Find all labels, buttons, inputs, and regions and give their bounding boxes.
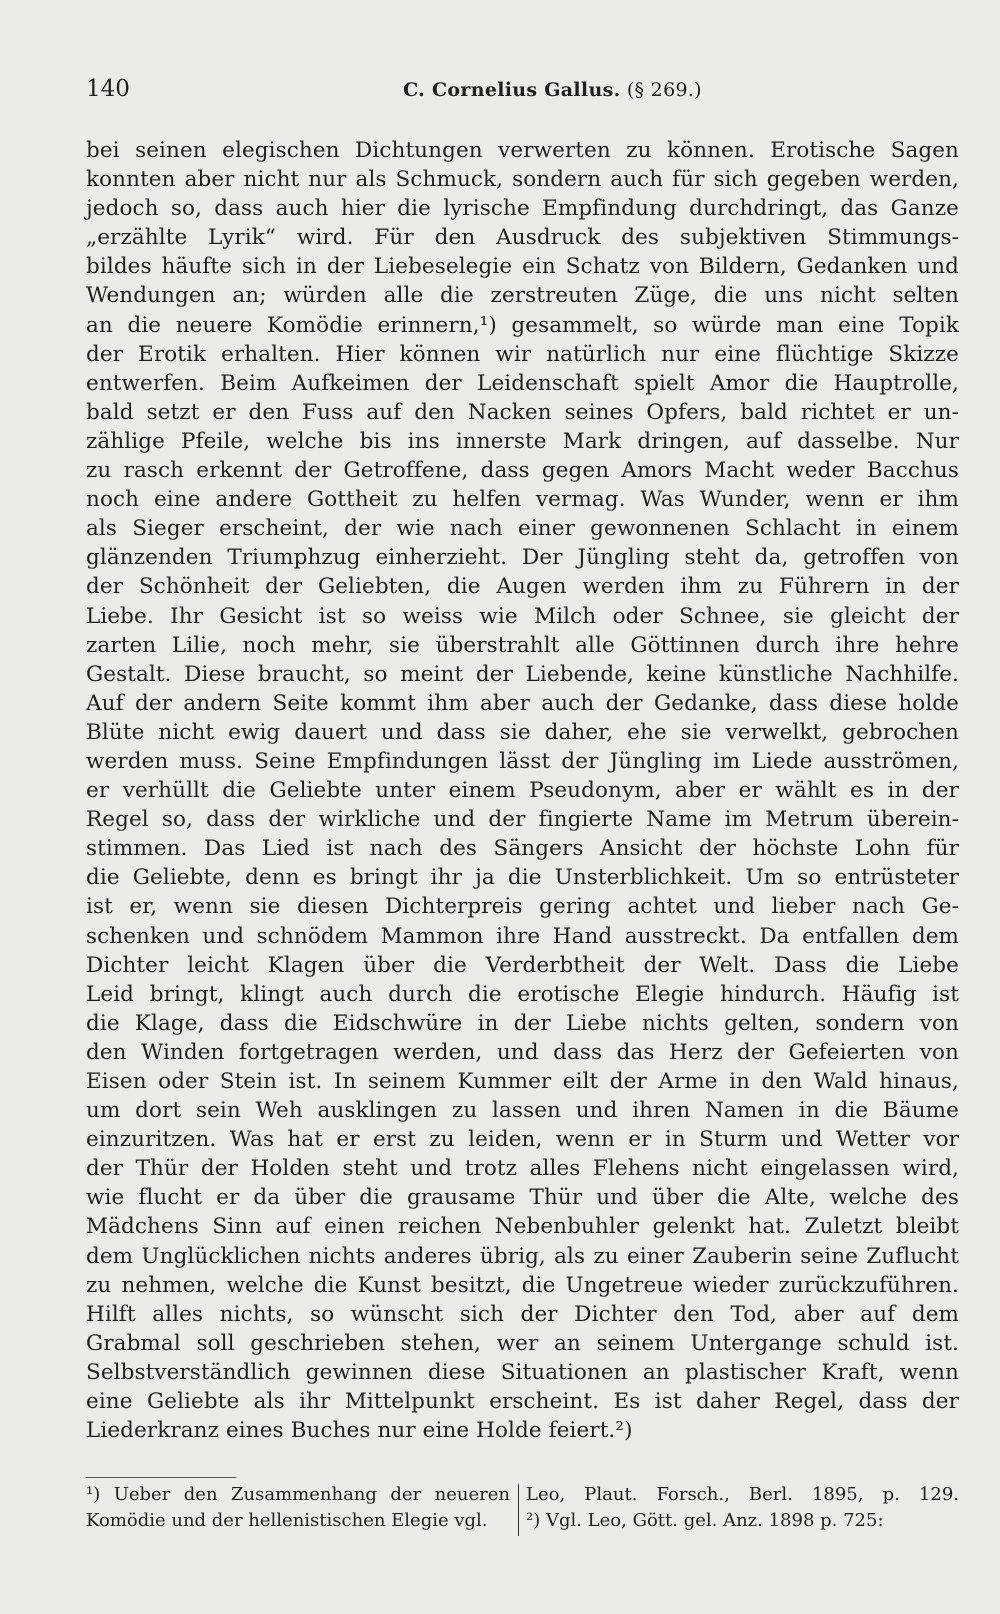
text-line: schenken und schnödem Mammon ihre Hand ausstreckt. Da entfallen dem (86, 923, 959, 949)
text-line: einzuritzen. Was hat er erst zu leiden, wenn er in Sturm und Wetter vor (86, 1127, 959, 1153)
text-line: werden muss. Seine Empfindungen lässt der Jüngling im Liede ausströmen, (86, 748, 959, 774)
text-line: eine Geliebte als ihr Mittelpunkt erscheint. Es ist daher Regel, dass der (86, 1389, 959, 1415)
footnotes (86, 1482, 959, 1542)
running-head-section: (§ 269.) (626, 79, 702, 101)
text-line: Eisen oder Stein ist. In seinem Kummer eilt der Arme in den Wald hinaus, (86, 1069, 959, 1094)
text-line: bald setzt er den Fuss auf den Nacken seines Opfers, bald richtet er un- (86, 399, 959, 425)
text-line: um dort sein Weh ausklingen zu lassen und ihren Namen in die Bäume (86, 1098, 959, 1124)
text-line: dem Unglücklichen nichts anderes übrig, als zu einer Zauberin seine Zuflucht (86, 1243, 959, 1269)
footnote-column-left (86, 1482, 510, 1534)
text-line: noch eine andere Gottheit zu helfen vermag. Was Wunder, wenn er ihm (86, 487, 959, 513)
text-line: Leid bringt, klingt auch durch die erotische Elegie hindurch. Häufig ist (86, 981, 959, 1007)
text-line: jedoch so, dass auch hier die lyrische Empfindung durchdringt, das Ganze (86, 196, 959, 222)
text-line: die Geliebte, denn es bringt ihr ja die Unsterblichkeit. Um so entrüsteter (86, 865, 959, 891)
text-line: die Klage, dass die Eidschwüre in der Liebe nichts gelten, sondern von (86, 1010, 959, 1036)
text-line: zu rasch erkennt der Getroffene, dass gegen Amors Macht weder Bacchus (86, 458, 959, 484)
text-line: zählige Pfeile, welche bis ins innerste Mark dringen, auf dasselbe. Nur (86, 428, 959, 454)
text-line: Blüte nicht ewig dauert und dass sie daher, ehe sie verwelkt, gebrochen (86, 719, 959, 745)
text-line: konnten aber nicht nur als Schmuck, sondern auch für sich gegeben werden, (86, 167, 959, 193)
body-text (86, 136, 959, 1445)
text-line: als Sieger erscheint, der wie nach einer gewonnenen Schlacht in einem (86, 516, 959, 542)
text-line: „erzählte Lyrik“ wird. Für den Ausdruck des subjektiven Stimmungs- (86, 225, 959, 251)
text-line: Grabmal soll geschrieben stehen, wer an seinem Untergange schuld ist. (86, 1330, 959, 1356)
text-line: wie flucht er da über die grausame Thür und über die Alte, welche des (86, 1185, 959, 1211)
text-line: Liederkranz eines Buches nur eine Holde feiert.²) (86, 1418, 633, 1444)
text-line: stimmen. Das Lied ist nach des Sängers Ansicht der höchste Lohn für (86, 836, 959, 862)
footnote-line: ¹) Ueber den Zusammenhang der neueren (86, 1484, 510, 1505)
text-line: Liebe. Ihr Gesicht ist so weiss wie Milch oder Schnee, sie gleicht der (86, 603, 959, 629)
page-header (86, 76, 959, 106)
text-line: Mädchens Sinn auf einen reichen Nebenbuhler gelenkt hat. Zuletzt bleibt (86, 1214, 959, 1240)
text-line: an die neuere Komödie erinnern,¹) gesammelt, so würde man eine Topik (86, 312, 959, 338)
running-head-author: C. Cornelius Gallus. (403, 79, 621, 101)
text-line: Auf der andern Seite kommt ihm aber auch der Gedanke, dass diese holde (86, 690, 959, 716)
text-line: ist er, wenn sie diesen Dichterpreis gering achtet und lieber nach Ge- (86, 894, 959, 920)
text-line: Selbstverständlich gewinnen diese Situationen an plastischer Kraft, wenn (86, 1359, 959, 1385)
running-head (86, 79, 959, 101)
text-line: der Schönheit der Geliebten, die Augen werden ihm zu Führern in der (86, 574, 959, 600)
footnote-line: Leo, Plaut. Forsch., Berl. 1895, p. 129. (526, 1484, 959, 1505)
text-line: bildes häufte sich in der Liebeselegie ein Schatz von Bildern, Gedanken und (86, 254, 959, 280)
footnote-line: Komödie und der hellenistischen Elegie vgl. (86, 1510, 488, 1531)
page-number: 140 (86, 76, 130, 102)
text-line: Gestalt. Diese braucht, so meint der Liebende, keine künstliche Nachhilfe. (86, 661, 959, 687)
text-line: entwerfen. Beim Aufkeimen der Leidenschaft spielt Amor die Hauptrolle, (86, 370, 959, 396)
text-line: Regel so, dass der wirkliche und der fingierte Name im Metrum überein- (86, 807, 959, 833)
text-line: zu nehmen, welche die Kunst besitzt, die Ungetreue wieder zurückzuführen. (86, 1272, 959, 1298)
footnote-line: ²) Vgl. Leo, Gött. gel. Anz. 1898 p. 725: (526, 1510, 884, 1531)
text-line: glänzenden Triumphzug einherzieht. Der Jüngling steht da, getroffen von (86, 545, 959, 571)
text-line: Dichter leicht Klagen über die Verderbtheit der Welt. Dass die Liebe (86, 952, 959, 978)
text-line: er verhüllt die Geliebte unter einem Pseudonym, aber er wählt es in der (86, 778, 959, 804)
text-line: der Erotik erhalten. Hier können wir natürlich nur eine flüchtige Skizze (86, 341, 959, 367)
text-line: bei seinen elegischen Dichtungen verwerten zu können. Erotische Sagen (86, 138, 959, 163)
footnote-column-divider (518, 1484, 519, 1536)
footnote-rule (86, 1477, 236, 1478)
text-line: den Winden fortgetragen werden, und dass das Herz der Gefeierten von (86, 1039, 959, 1065)
text-line: der Thür der Holden steht und trotz alles Flehens nicht eingelassen wird, (86, 1156, 959, 1182)
text-line: zarten Lilie, noch mehr, sie überstrahlt alle Göttinnen durch ihre hehre (86, 632, 959, 658)
footnote-column-right (526, 1482, 959, 1534)
text-line: Wendungen an; würden alle die zerstreuten Züge, die uns nicht selten (86, 283, 959, 309)
text-line: Hilft alles nichts, so wünscht sich der Dichter den Tod, aber auf dem (86, 1301, 959, 1327)
